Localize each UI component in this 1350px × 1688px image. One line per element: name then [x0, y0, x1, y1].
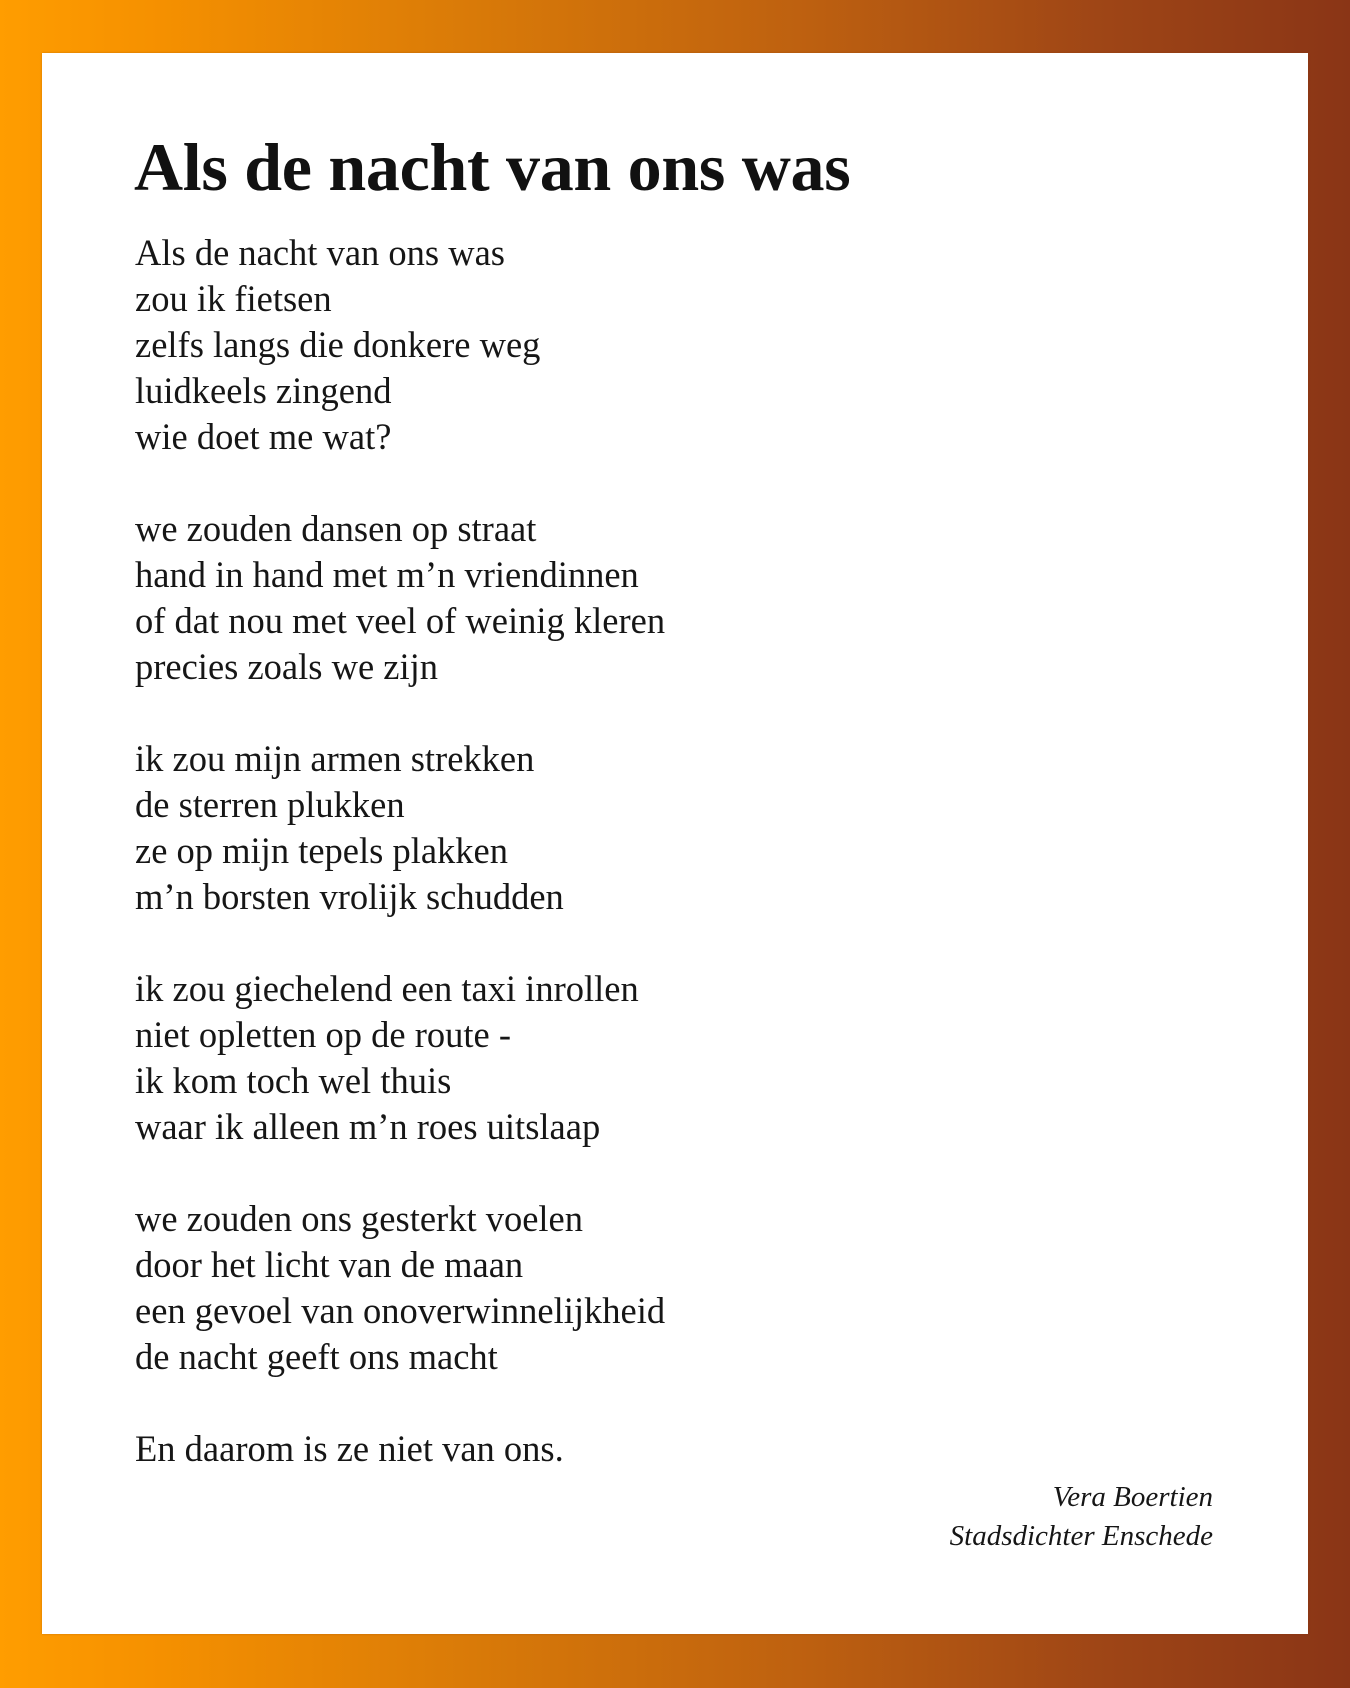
author-role: Stadsdichter Enschede — [949, 1520, 1213, 1552]
poem-line: zelfs langs die donkere weg — [135, 324, 541, 365]
poem-body — [135, 230, 665, 1518]
poem-line: m’n borsten vrolijk schudden — [135, 876, 564, 917]
poem-line: hand in hand met m’n vriendinnen — [135, 554, 639, 595]
poem-line: we zouden dansen op straat — [135, 508, 537, 549]
poem-line: of dat nou met veel of weinig kleren — [135, 600, 666, 641]
stanza-1 — [135, 230, 665, 460]
poem-line: de sterren plukken — [135, 784, 405, 825]
poem-line: wie doet me wat? — [135, 416, 392, 457]
poem-line: precies zoals we zijn — [135, 646, 439, 687]
stanza-6 — [135, 1426, 665, 1472]
poem-line: een gevoel van onoverwinnelijkheid — [135, 1290, 666, 1331]
poem-line: zou ik fietsen — [135, 278, 332, 319]
poem-line: ik kom toch wel thuis — [135, 1060, 452, 1101]
poem-line: ik zou mijn armen strekken — [135, 738, 535, 779]
stanza-4 — [135, 966, 665, 1150]
poem-line: ik zou giechelend een taxi inrollen — [135, 968, 639, 1009]
poem-line: waar ik alleen m’n roes uitslaap — [135, 1106, 601, 1147]
poem-line: Als de nacht van ons was — [135, 232, 505, 273]
signature — [950, 1478, 1213, 1556]
poem-line: ze op mijn tepels plakken — [135, 830, 509, 871]
poem-closing-line: En daarom is ze niet van ons. — [135, 1428, 564, 1469]
poem-line: door het licht van de maan — [135, 1244, 524, 1285]
author-name: Vera Boertien — [1052, 1481, 1213, 1513]
poem-line: we zouden ons gesterkt voelen — [135, 1198, 583, 1239]
stanza-5 — [135, 1196, 665, 1380]
poem-card — [42, 53, 1308, 1634]
poem-line: luidkeels zingend — [135, 370, 392, 411]
poem-line: niet opletten op de route - — [135, 1014, 512, 1055]
stanza-2 — [135, 506, 665, 690]
poem-line: de nacht geeft ons macht — [135, 1336, 498, 1377]
stanza-3 — [135, 736, 665, 920]
poem-title: Als de nacht van ons was — [134, 129, 851, 205]
